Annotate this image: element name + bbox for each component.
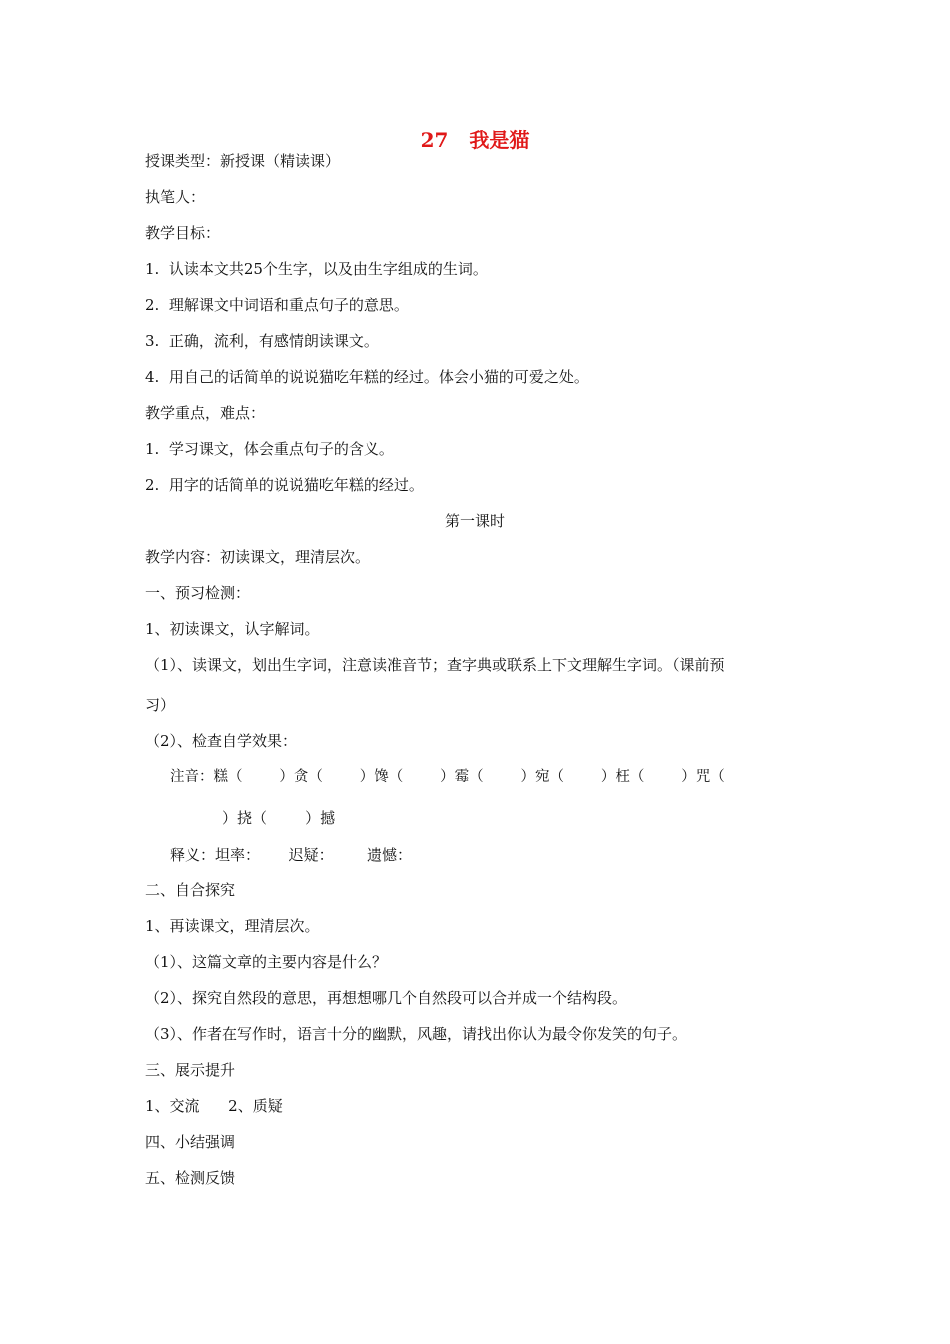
section2-question: （1）、这篇文章的主要内容是什么？ — [145, 953, 388, 971]
lesson-type: 授课类型：新授课（精读课） — [145, 152, 341, 170]
goals-heading: 教学目标： — [145, 224, 221, 242]
section4-heading: 四、小结强调 — [145, 1133, 236, 1151]
section3-items: 1、交流 2、质疑 — [145, 1097, 283, 1115]
lesson-title: 第一课时 — [444, 512, 505, 530]
section1-sub2: （2）、检查自学效果： — [145, 732, 298, 750]
author-line: 执笔人： — [145, 188, 206, 206]
section5-heading: 五、检测反馈 — [145, 1169, 236, 1187]
section1-heading: 一、预习检测： — [145, 584, 251, 602]
section2-question: （3）、作者在写作时，语言十分的幽默，风趣，请找出你认为最令你发笑的句子。 — [145, 1025, 688, 1043]
goal-item: 4. 用自己的话简单的说说猫吃年糕的经过。体会小猫的可爱之处。 — [145, 368, 589, 386]
section2-heading: 二、自合探究 — [145, 881, 236, 899]
goal-item: 2. 理解课文中词语和重点句子的意思。 — [145, 296, 409, 314]
section2-item1: 1、再读课文，理清层次。 — [145, 917, 320, 935]
goal-item: 3. 正确，流利，有感情朗读课文。 — [145, 332, 379, 350]
keypoint-item: 2. 用字的话简单的说说猫吃年糕的经过。 — [145, 476, 424, 494]
section1-sub1: （1）、读课文，划出生字词，注意读准音节；查字典或联系上下文理解生字词。（课前预 — [145, 656, 725, 674]
keypoints-heading: 教学重点，难点： — [145, 404, 266, 422]
content-line: 教学内容：初读课文，理清层次。 — [145, 548, 371, 566]
keypoint-item: 1. 学习课文，体会重点句子的含义。 — [145, 440, 394, 458]
pinyin-exercise: 注音：糕（ ）贪（ ）馋（ ）霉（ ）宛（ ）枉（ ）咒（ — [170, 769, 725, 785]
section2-question: （2）、探究自然段的意思，再想想哪几个自然段可以合并成一个结构段。 — [145, 989, 628, 1007]
document-title: 27 我是猫 — [420, 128, 530, 152]
meaning-exercise: 释义：坦率： 迟疑： 遗憾： — [170, 846, 412, 864]
section1-sub1-cont: 习） — [145, 696, 176, 714]
pinyin-exercise-cont: ）挠（ ）撼 — [222, 809, 336, 827]
section1-item1: 1、初读课文，认字解词。 — [145, 620, 320, 638]
goal-item: 1. 认读本文共25个生字，以及由生字组成的生词。 — [145, 260, 488, 278]
section3-heading: 三、展示提升 — [145, 1061, 236, 1079]
